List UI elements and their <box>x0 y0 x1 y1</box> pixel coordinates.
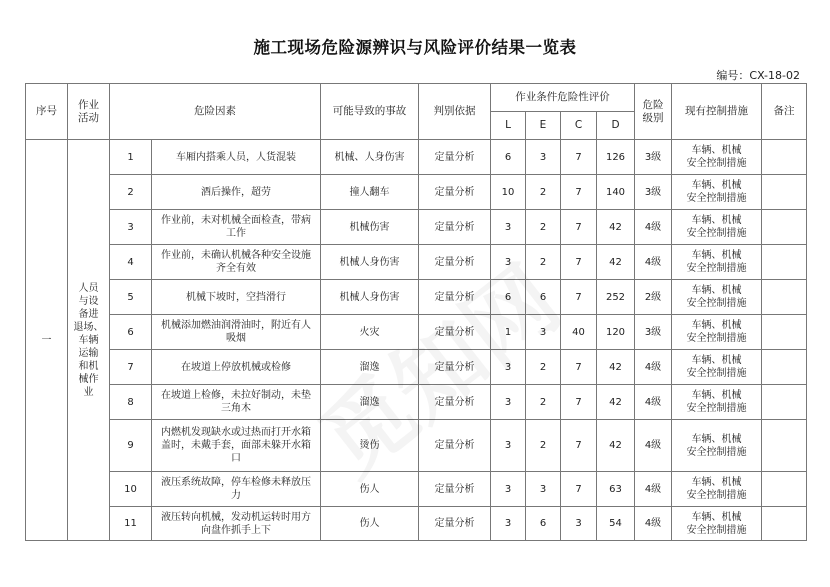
accident-cell: 伤人 <box>321 507 419 541</box>
remark-cell <box>762 507 807 541</box>
row-number: 1 <box>110 140 152 175</box>
header-c: C <box>561 112 597 140</box>
row-number: 2 <box>110 175 152 210</box>
l-value: 3 <box>491 507 526 541</box>
table-row <box>26 140 807 175</box>
control-cell: 车辆、机械 安全控制措施 <box>672 315 762 350</box>
hazard-cell: 作业前，未对机械全面检查，带病 工作 <box>152 210 321 245</box>
table-row <box>26 507 807 541</box>
accident-cell: 撞人翻车 <box>321 175 419 210</box>
e-value: 3 <box>526 315 561 350</box>
level-cell: 4级 <box>635 210 672 245</box>
table-row <box>26 472 807 507</box>
remark-cell <box>762 385 807 420</box>
level-cell: 4级 <box>635 385 672 420</box>
remark-cell <box>762 210 807 245</box>
control-cell: 车辆、机械 安全控制措施 <box>672 507 762 541</box>
header-hazard: 危险因素 <box>110 84 321 140</box>
table-row <box>26 280 807 315</box>
accident-cell: 机械、人身伤害 <box>321 140 419 175</box>
level-cell: 3级 <box>635 315 672 350</box>
e-value: 6 <box>526 280 561 315</box>
accident-cell: 溜逸 <box>321 350 419 385</box>
level-cell: 4级 <box>635 472 672 507</box>
table-row <box>26 210 807 245</box>
hazard-cell: 内燃机发现缺水或过热而打开水箱 盖时，未戴手套，面部未躲开水箱 口 <box>152 420 321 472</box>
basis-cell: 定量分析 <box>419 507 491 541</box>
hazard-table <box>25 83 807 541</box>
control-cell: 车辆、机械 安全控制措施 <box>672 385 762 420</box>
e-value: 2 <box>526 175 561 210</box>
header-level: 危险 级别 <box>635 84 672 140</box>
document-title: 施工现场危险源辨识与风险评价结果一览表 <box>253 38 577 57</box>
basis-cell: 定量分析 <box>419 140 491 175</box>
row-number: 4 <box>110 245 152 280</box>
header-accident: 可能导致的事故 <box>321 84 419 140</box>
header-e: E <box>526 112 561 140</box>
remark-cell <box>762 315 807 350</box>
level-cell: 4级 <box>635 350 672 385</box>
c-value: 40 <box>561 315 597 350</box>
remark-cell <box>762 350 807 385</box>
l-value: 6 <box>491 140 526 175</box>
d-value: 42 <box>597 245 635 280</box>
table-body <box>26 140 807 541</box>
basis-cell: 定量分析 <box>419 315 491 350</box>
row-number: 9 <box>110 420 152 472</box>
header-d: D <box>597 112 635 140</box>
l-value: 3 <box>491 245 526 280</box>
c-value: 7 <box>561 280 597 315</box>
level-cell: 3级 <box>635 175 672 210</box>
e-value: 6 <box>526 507 561 541</box>
basis-cell: 定量分析 <box>419 175 491 210</box>
basis-cell: 定量分析 <box>419 420 491 472</box>
header-activity: 作业 活动 <box>68 84 110 140</box>
basis-cell: 定量分析 <box>419 472 491 507</box>
header-remark: 备注 <box>762 84 807 140</box>
row-number: 11 <box>110 507 152 541</box>
hazard-cell: 酒后操作，超劳 <box>152 175 321 210</box>
l-value: 10 <box>491 175 526 210</box>
hazard-cell: 作业前，未确认机械各种安全设施 齐全有效 <box>152 245 321 280</box>
header-l: L <box>491 112 526 140</box>
remark-cell <box>762 175 807 210</box>
hazard-cell: 液压转向机械，发动机运转时用方 向盘作抓手上下 <box>152 507 321 541</box>
control-cell: 车辆、机械 安全控制措施 <box>672 210 762 245</box>
accident-cell: 伤人 <box>321 472 419 507</box>
remark-cell <box>762 245 807 280</box>
group-seq: 一 <box>26 140 68 541</box>
table-row <box>26 420 807 472</box>
e-value: 3 <box>526 472 561 507</box>
header-evaluation: 作业条件危险性评价 <box>491 84 635 112</box>
d-value: 42 <box>597 350 635 385</box>
c-value: 7 <box>561 140 597 175</box>
e-value: 2 <box>526 210 561 245</box>
basis-cell: 定量分析 <box>419 245 491 280</box>
hazard-cell: 机械添加燃油润滑油时，附近有人 吸烟 <box>152 315 321 350</box>
control-cell: 车辆、机械 安全控制措施 <box>672 472 762 507</box>
hazard-cell: 机械下坡时，空挡滑行 <box>152 280 321 315</box>
hazard-cell: 在坡道上检修，未拉好制动，未垫 三角木 <box>152 385 321 420</box>
e-value: 2 <box>526 245 561 280</box>
control-cell: 车辆、机械 安全控制措施 <box>672 420 762 472</box>
row-number: 10 <box>110 472 152 507</box>
l-value: 3 <box>491 385 526 420</box>
row-number: 3 <box>110 210 152 245</box>
c-value: 7 <box>561 175 597 210</box>
control-cell: 车辆、机械 安全控制措施 <box>672 140 762 175</box>
header-basis: 判别依据 <box>419 84 491 140</box>
table-row <box>26 385 807 420</box>
d-value: 42 <box>597 210 635 245</box>
d-value: 42 <box>597 420 635 472</box>
c-value: 7 <box>561 245 597 280</box>
l-value: 3 <box>491 350 526 385</box>
remark-cell <box>762 472 807 507</box>
d-value: 42 <box>597 385 635 420</box>
row-number: 8 <box>110 385 152 420</box>
table-row <box>26 245 807 280</box>
table-row <box>26 175 807 210</box>
accident-cell: 烫伤 <box>321 420 419 472</box>
e-value: 2 <box>526 350 561 385</box>
d-value: 140 <box>597 175 635 210</box>
l-value: 3 <box>491 472 526 507</box>
e-value: 2 <box>526 420 561 472</box>
c-value: 7 <box>561 350 597 385</box>
table-row <box>26 350 807 385</box>
basis-cell: 定量分析 <box>419 350 491 385</box>
level-cell: 4级 <box>635 420 672 472</box>
level-cell: 4级 <box>635 507 672 541</box>
table-row <box>26 315 807 350</box>
e-value: 3 <box>526 140 561 175</box>
row-number: 5 <box>110 280 152 315</box>
hazard-cell: 液压系统故障，停车检修未释放压 力 <box>152 472 321 507</box>
l-value: 3 <box>491 420 526 472</box>
level-cell: 4级 <box>635 245 672 280</box>
c-value: 7 <box>561 420 597 472</box>
d-value: 120 <box>597 315 635 350</box>
control-cell: 车辆、机械 安全控制措施 <box>672 175 762 210</box>
c-value: 3 <box>561 507 597 541</box>
header-control: 现有控制措施 <box>672 84 762 140</box>
d-value: 252 <box>597 280 635 315</box>
l-value: 3 <box>491 210 526 245</box>
basis-cell: 定量分析 <box>419 280 491 315</box>
hazard-cell: 车厢内搭乘人员，人货混装 <box>152 140 321 175</box>
accident-cell: 火灾 <box>321 315 419 350</box>
accident-cell: 机械伤害 <box>321 210 419 245</box>
row-number: 6 <box>110 315 152 350</box>
basis-cell: 定量分析 <box>419 210 491 245</box>
accident-cell: 机械人身伤害 <box>321 280 419 315</box>
e-value: 2 <box>526 385 561 420</box>
level-cell: 2级 <box>635 280 672 315</box>
c-value: 7 <box>561 472 597 507</box>
document-number: 编号：CX-18-02 <box>716 69 800 82</box>
remark-cell <box>762 420 807 472</box>
control-cell: 车辆、机械 安全控制措施 <box>672 245 762 280</box>
c-value: 7 <box>561 385 597 420</box>
accident-cell: 溜逸 <box>321 385 419 420</box>
control-cell: 车辆、机械 安全控制措施 <box>672 280 762 315</box>
remark-cell <box>762 140 807 175</box>
hazard-cell: 在坡道上停放机械或检修 <box>152 350 321 385</box>
header-seq: 序号 <box>26 84 68 140</box>
level-cell: 3级 <box>635 140 672 175</box>
l-value: 1 <box>491 315 526 350</box>
control-cell: 车辆、机械 安全控制措施 <box>672 350 762 385</box>
c-value: 7 <box>561 210 597 245</box>
group-activity: 人员 与设 备进 退场、 车辆 运输 和机 械作 业 <box>68 140 110 541</box>
l-value: 6 <box>491 280 526 315</box>
accident-cell: 机械人身伤害 <box>321 245 419 280</box>
d-value: 126 <box>597 140 635 175</box>
d-value: 54 <box>597 507 635 541</box>
remark-cell <box>762 280 807 315</box>
d-value: 63 <box>597 472 635 507</box>
row-number: 7 <box>110 350 152 385</box>
basis-cell: 定量分析 <box>419 385 491 420</box>
